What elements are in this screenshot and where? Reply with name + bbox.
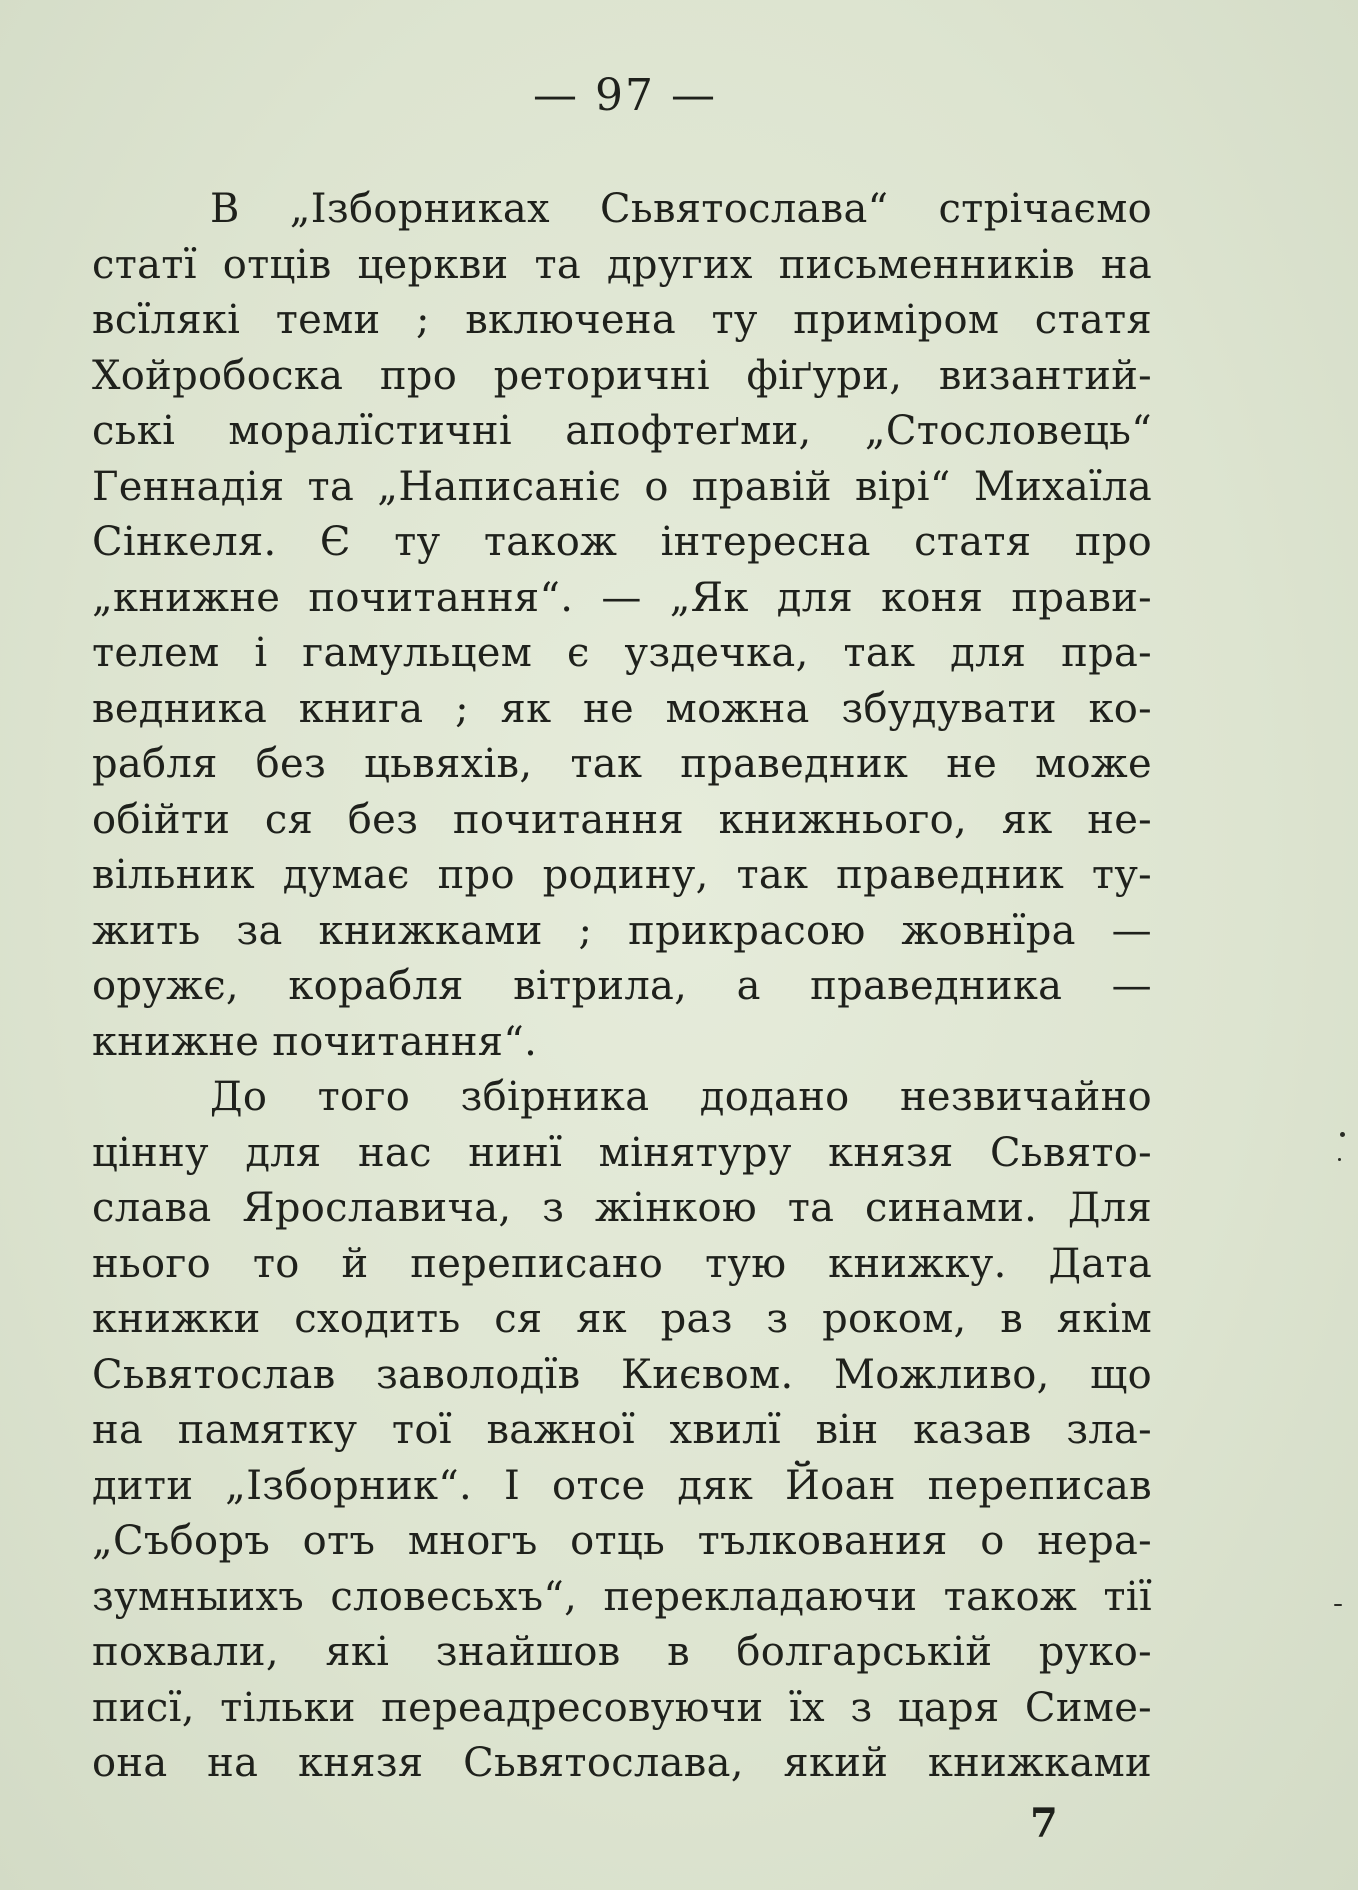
page-number: — 97 — [533,70,717,121]
paragraph-1 [92,182,1152,1070]
signature-mark: 7 [1030,1800,1058,1847]
text-line: До того збірника додано незвичайно [210,1074,1152,1120]
text-line: книжне почитання“. [92,1018,538,1065]
text-line: рабля без цьвяхів, так праведник не може [92,741,1152,787]
ink-speck [1338,1158,1341,1161]
text-line: всїлякі теми ; включена ту приміром статя [92,297,1152,343]
text-line: телем і гамульцем є уздечка, так для пра- [92,630,1152,676]
text-line: „книжне почитання“. — „Як для коня прави- [92,574,1152,621]
text-line: Геннадія та „Написаніє о правій вірі“ Михаїла [92,463,1152,510]
ink-speck [1340,1132,1345,1137]
text-line: ські моралїстичні апофтеґми, „Стословець“ [92,408,1152,454]
text-line: писї, тільки переадресовуючи їх з царя Симе- [92,1684,1152,1731]
text-line: нього то й переписано тую книжку. Дата [92,1240,1152,1287]
text-line: похвали, які знайшов в болгарській руко- [92,1629,1152,1675]
text-line: Сьвятослав заволодїв Києвом. Можливо, що [92,1351,1152,1398]
text-line: она на князя Сьвятослава, який книжками [92,1740,1152,1786]
text-line: В „Ізборниках Сьвятослава“ стрічаємо [210,186,1152,232]
ink-speck [1334,1604,1342,1606]
paragraph-2 [92,1070,1152,1792]
text-line: обійти ся без почитання книжнього, як не- [92,796,1152,843]
text-line: Сінкеля. Є ту також інтересна статя про [92,519,1152,565]
text-line: дити „Ізборник“. І отсе дяк Йоан переписав [92,1462,1152,1509]
text-line: ведника книга ; як не можна збудувати ко- [92,685,1152,732]
text-line: статї отців церкви та других письменників на [92,241,1152,288]
text-line: Хойробоска про реторичні фіґури, византий- [92,352,1152,399]
text-line: зумныихъ словесьхъ“, перекладаючи також тії [92,1573,1152,1620]
text-block [92,182,1152,1792]
text-line: оружє, корабля вітрила, а праведника — [92,963,1152,1009]
text-line: „Съборъ отъ многъ отць тълкования о нера- [92,1518,1152,1564]
text-line: книжки сходить ся як раз з роком, в якім [92,1296,1152,1342]
text-line: жить за книжками ; прикрасою жовнїра — [92,907,1152,954]
text-line: на памятку тої важної хвилї він казав зла- [92,1407,1152,1453]
text-line: слава Ярославича, з жінкою та синами. Для [92,1185,1152,1231]
text-line: цінну для нас нинї мінятуру князя Сьвято- [92,1129,1152,1176]
text-line: вільник думає про родину, так праведник ту- [92,852,1152,898]
